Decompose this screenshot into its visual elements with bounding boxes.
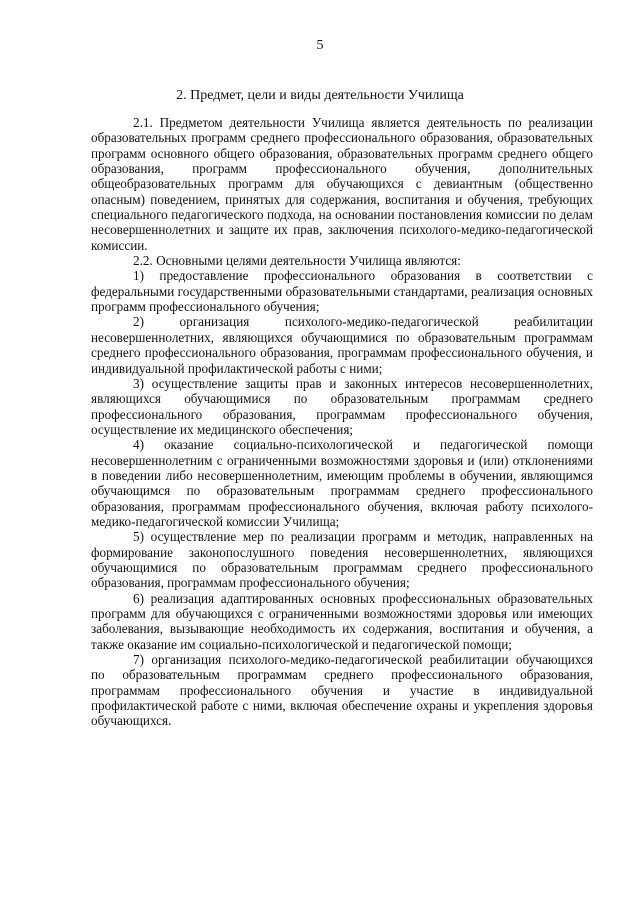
list-item-5: 5) осуществление мер по реализации программ и методик, направленных на формирование законопослушного поведения несовершеннолетних, являющихся обучающимися по образовательным программам среднего профессионального образования, программам профессионального обучения; xyxy=(91,529,593,591)
list-item-4: 4) оказание социально-психологической и педагогической помощи несовершеннолетним с ограниченными возможностями здоровья и (или) отклонениями в поведении либо несовершеннолетним, имеющим проблемы в обучении, являющимся обучающимся по образовательным программам среднего профессионального образования, программам профессионального обучения, включая работу психолого-медико-педагогической комиссии Училища; xyxy=(91,437,593,529)
page-number: 5 xyxy=(316,38,324,53)
list-item-7: 7) организация психолого-медико-педагогической реабилитации обучающихся по образовательным программам среднего профессионального образования, программам профессионального обучения и участие в индивидуальной профилактической работе с ними, включая обеспечение охраны и укрепления здоровья обучающихся. xyxy=(91,652,593,729)
paragraph-2-2: 2.2. Основными целями деятельности Училища являются: xyxy=(133,253,461,269)
list-item-3: 3) осуществление защиты прав и законных интересов несовершеннолетних, являющихся обучающимися по образовательным программам среднего профессионального образования, программам профессионального обучения, осуществление их медицинского обеспечения; xyxy=(91,375,593,437)
list-item-6: 6) реализация адаптированных основных профессиональных образовательных программ для обучающихся с ограниченными возможностями здоровья или имеющих заболевания, вызывающие необходимость их содержания, воспитания и обучения, а также оказание им социально-психологической и педагогической помощи; xyxy=(91,590,593,652)
document-body xyxy=(91,115,593,729)
list-item-1: 1) предоставление профессионального образования в соответствии с федеральными государственными образовательными стандартами, реализация основных программ профессионального обучения; xyxy=(91,268,593,315)
section-heading: 2. Предмет, цели и виды деятельности Училища xyxy=(176,88,464,103)
list-item-2: 2) организация психолого-медико-педагогической реабилитации несовершеннолетних, являющихся обучающимися по образовательным программам среднего профессионального образования, программам профессионального обучения, и индивидуальной профилактической работы с ними; xyxy=(91,314,593,376)
paragraph-2-1: 2.1. Предметом деятельности Училища является деятельность по реализации образовательных программ среднего профессионального образования, образовательных программ основного общего образования, образовательных программ среднего общего образования, программ профессионального обучения, дополнительных общеобразовательных программ для обучающихся с девиантным (общественно опасным) поведением, принятых для содержания, воспитания и обучения, требующих специального педагогического подхода, на основании постановления комиссии по делам несовершеннолетних и защите их прав, заключения психолого-медико-педагогической комиссии. xyxy=(91,115,593,253)
